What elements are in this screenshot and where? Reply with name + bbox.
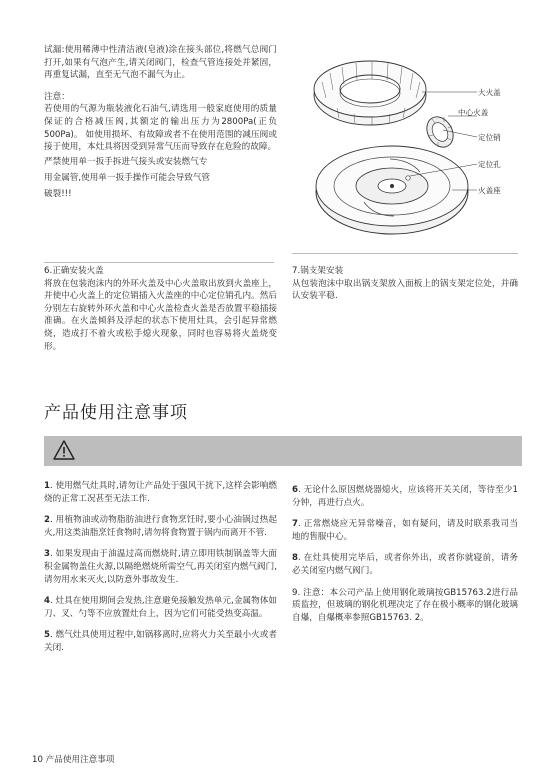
section-divider-left	[44, 262, 274, 263]
label-locating-hole: 定位孔	[478, 160, 501, 169]
prohibit-line-1: 严禁使用单一扳手拆进气接头或安装燃气专	[44, 156, 208, 167]
list-item: 5. 燃气灶具使用过程中,如锅移离时,应将火力关至最小火或者关闭.	[44, 630, 277, 653]
list-item: 9. 注意：本公司产品上使用钢化玻璃按GB15763.2进行品质监控，但玻璃的钢化机理决定了存在极小概率的钢化玻璃自爆，自爆概率参照GB15763. 2。	[292, 587, 518, 623]
leak-test-text: 试漏:使用稀薄中性清洁液(皂液)涂在接头部位,将燃气总阀门打开,如果有气泡产生,请关闭阀门，检查气管连接处并紧固，再重复试漏，直至无气泡不漏气为止。	[44, 45, 277, 81]
notice-heading: 注意：	[44, 91, 70, 102]
warning-triangle-icon	[53, 440, 75, 460]
section-6-text: 将放在包装泡沫内的外环火盖及中心火盖取出放到火盖座上，并使中心火盖上的定位销插入火盖座的中心定位销孔内。然后分别左右旋转外环火盖和中心火盖检查火盖是否放置平稳插接准确。在火盖倾斜及浮起的状态下使用灶具，会引起异常燃烧，造成打不着火或松手熄火现象，同时也容易将火盖烧变形。	[44, 278, 277, 352]
section-divider-right	[292, 253, 518, 254]
notice-text: 若使用的气源为瓶装液化石油气,请选用一般家庭使用的质量保证的合格减压阀,其额定的输出压力为2800Pa(正负500Pa)。 如使用损坏、有故障或者不在使用范围的减压阀或接于使用，本灶具将因受到异常气压而导致存在危险的故障。	[44, 104, 277, 153]
list-item: 2. 用植物油或动物脂肪油进行食物烹饪时,要小心油锅过热起火,用这类油脂烹饪食物时,请勿将食物置于锅内而离开不管.	[44, 515, 277, 538]
warning-bar	[44, 436, 522, 466]
list-item: 6. 无论什么原因燃烧器熄火，应该将开关关闭，等待至少1分钟，再进行点火。	[292, 485, 518, 508]
big-cap-illustration	[314, 61, 426, 125]
installation-notes	[44, 44, 277, 202]
list-item: 1. 使用燃气灶具时,请勿让产品处于强风干扰下,这样会影响燃烧的正常工况甚至无法工作.	[44, 481, 277, 504]
cap-seat-illustration	[316, 146, 468, 234]
prohibit-line-2: 用金属管,使用单一扳手操作可能会导致气管	[44, 172, 211, 183]
label-big-cap: 大火盖	[478, 88, 501, 97]
label-center-cap: 中心火盖	[458, 108, 489, 117]
list-item: 3. 如果发现由于油温过高而燃烧时,请立即用铁制锅盖等大面积金属物盖住火源,以隔绝燃烧所需空气,再关闭室内燃气阀门,请勿用水来灭火,以防意外事故发生.	[44, 549, 277, 585]
section-6-heading: 6.正确安装火盖	[44, 266, 104, 276]
label-locating-pin: 定位销	[478, 133, 501, 142]
section-7	[292, 265, 518, 303]
section-7-text: 从包装泡沫中取出锅支架放入面板上的锅支架定位处，并确认安装平稳.	[292, 278, 518, 302]
list-item: 7. 正常燃烧应无异常噪音，如有疑问，请及时联系我司当地的售服中心。	[292, 519, 518, 542]
page-footer: 10 产品使用注意事项	[32, 755, 115, 765]
page-title: 产品使用注意事项	[44, 403, 188, 423]
list-item: 4. 灶具在使用期间会发热,注意避免接触发热单元,金属物体如刀、叉、勺等不应放置灶台上，因为它们可能受热变高温。	[44, 596, 277, 619]
list-item: 8. 在灶具使用完毕后，或者你外出，或者你就寝前，请务必关闭室内燃气阀门。	[292, 553, 518, 576]
label-cap-seat: 火盖座	[478, 186, 501, 195]
section-6	[44, 265, 277, 353]
right-precautions	[292, 484, 518, 624]
left-precautions	[44, 480, 277, 655]
section-7-heading: 7.锅支架安装	[292, 266, 344, 276]
burner-diagram	[292, 40, 522, 245]
prohibit-line-3: 破裂!!!	[44, 188, 72, 199]
